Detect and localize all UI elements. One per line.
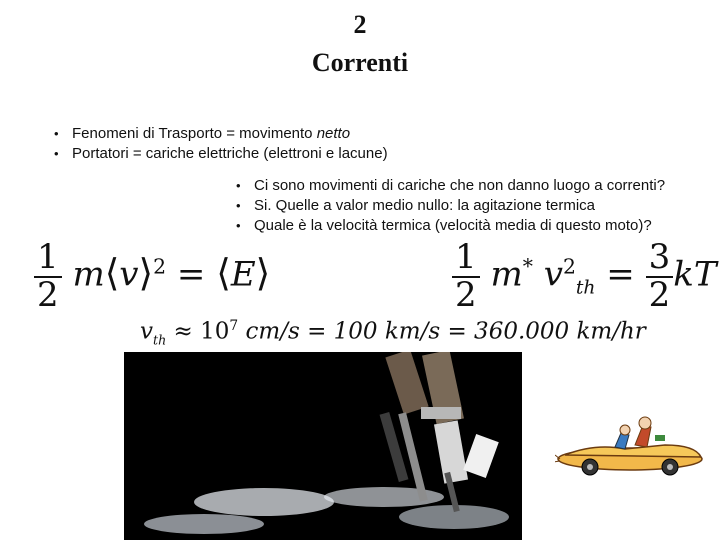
bullet-item bbox=[234, 176, 665, 196]
bullet-text: Fenomeni di Trasporto = movimento bbox=[72, 125, 317, 142]
bullet-text: Si. Quelle a valor medio nullo: la agitazione termica bbox=[254, 197, 596, 214]
bullet-item bbox=[52, 144, 388, 164]
fraction-three-halves: $\frac{3}{2}$ bbox=[646, 240, 674, 313]
fraction-one-half: $\frac{1}{2}$ bbox=[34, 240, 62, 313]
bullet-item bbox=[234, 196, 665, 216]
bullet-dot-icon: • bbox=[54, 126, 59, 141]
cartoon-car-image bbox=[555, 415, 705, 477]
bullet-item bbox=[52, 124, 388, 144]
slide-title: Correnti bbox=[311, 48, 409, 77]
thermal-velocity-value: $v_{th} \approx 10^7$ cm/s = 100 km/s = 360.000 km/hr bbox=[140, 318, 646, 348]
kinetic-energy-equation: $\frac{1}{2}$ m⟨v⟩$^2$ = ⟨E⟩ bbox=[34, 240, 270, 313]
fraction-one-half: $\frac{1}{2}$ bbox=[452, 240, 480, 313]
bullet-text: Ci sono movimenti di cariche che non danno luogo a correnti? bbox=[254, 177, 666, 194]
bullet-dot-icon: • bbox=[236, 178, 241, 193]
bullet-text: Quale è la velocità termica (velocità media di questo moto)? bbox=[254, 217, 652, 234]
space-station-photo bbox=[124, 352, 522, 540]
bullet-dot-icon: • bbox=[236, 198, 241, 213]
bullet-text-italic: netto bbox=[316, 125, 351, 142]
bullet-item bbox=[234, 216, 665, 236]
bullet-list-right bbox=[234, 176, 665, 236]
bullet-list-left bbox=[52, 124, 388, 164]
bullet-text: Portatori = cariche elettriche (elettroni e lacune) bbox=[72, 145, 388, 162]
slide-number: 2 bbox=[353, 10, 367, 39]
thermal-velocity-equation: $\frac{1}{2}$ m* $v^2_{th}$ = $\frac{3}{2}$ kT bbox=[452, 240, 717, 313]
bullet-dot-icon: • bbox=[236, 218, 241, 233]
bullet-dot-icon: • bbox=[54, 146, 59, 161]
